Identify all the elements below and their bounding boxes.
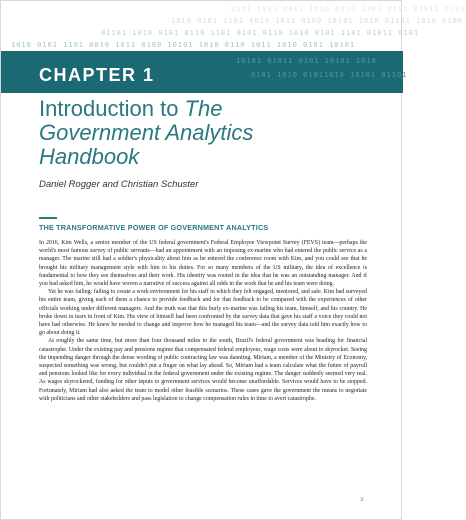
- title-line-1-plain: Introduction to: [39, 96, 185, 121]
- authors: Daniel Rogger and Christian Schuster: [39, 179, 199, 190]
- title-line-3: Handbook: [39, 144, 140, 169]
- binary-row: 0101 1010 01011010 10101 01101: [251, 71, 408, 79]
- chapter-title: [39, 97, 369, 169]
- binary-row: 01101 1010 0101 0110 1101 0101 0110 1010 0101 1101 01011 0101: [101, 29, 420, 37]
- binary-row: 0101 1011 0011 1010 0110 1101 0101 01011 0101: [231, 5, 466, 13]
- body-text: [39, 239, 367, 403]
- chapter-label: CHAPTER 1: [39, 65, 155, 85]
- paragraph: In 2016, Kim Wells, a senior member of the US federal government's Federal Employee Viewpoint Survey (FEVS) team—perhaps the world's most famous survey of public servants—had an appointment with an imposing ex-marine who had entered the public service as a manager. The marine still had a soldier's physicality about him as he entered the conference room with Kim, and you could see that he brought his military management style with him to his duties. For so many members of the US military, the idea of excellence is fundamental to how they see themselves and their work. His identity was rooted in the idea that he was an outstanding manager. And if you had asked him, he would have woven a narrative of success against all odds in the work that he and his team were doing.: [39, 240, 367, 288]
- title-line-1-italic: The: [184, 96, 223, 121]
- section-rule: [39, 217, 57, 219]
- page-number: 3: [360, 497, 363, 503]
- binary-row: 1010 0101 1101 0010 1011 0100 10101 1010 01101 1010 0100: [171, 17, 464, 25]
- paragraph: Yet he was failing: failing to create a work environment for his staff in which they felt engaged, mentored, and safe. Kim had surveyed his entire team, giving each of them a chance to provide feedback and for that feedback to be compared with the experiences of other officials working under different managers. And the truth was that this burly ex-marine was failing his team, himself, and his country. He broke down in tears in front of Kim. His view of himself had been confronted by the survey data that gave his staff a voice they could not have had otherwise. He knew he needed to change and improve how he managed his team—and the survey data told him exactly how to go about doing it.: [39, 289, 367, 337]
- paragraph: At roughly the same time, but more than four thousand miles to the south, Brazil's federal government was heading for financial catastrophe. Under the existing pay and pensions regime that compensated federal employees, wage costs were about to skyrocket. Seeing the impending danger through the dense wording of public contracting law was daunting. Miriam, a member of the Ministry of Economy, suspected something was wrong, but couldn't put a finger on what lay ahead. So, Miriam had a team calculate what the future of payroll and pensions looked like for every individual in the federal government under the existing regime. The danger suddenly seemed very real. As wages skyrocketed, funding for other inputs to government services would become unaffordable. Services would have to be stopped. Fortunately, Miriam had also asked the team to model other feasible scenarios. These cases gave the government the means to negotiate with politicians and other stakeholders and pass legislation to change compensation rules in time to avert catastrophe.: [39, 338, 367, 402]
- section-heading: THE TRANSFORMATIVE POWER OF GOVERNMENT ANALYTICS: [39, 223, 269, 232]
- binary-row: 10101 01011 0101 10101 1010: [236, 57, 377, 65]
- title-line-2: Government Analytics: [39, 120, 254, 145]
- binary-row: 1010 0101 1101 0010 1011 0100 10101 1010 0110 1011 1010 0101 10101: [11, 41, 356, 49]
- binary-pattern-header: [1, 1, 466, 55]
